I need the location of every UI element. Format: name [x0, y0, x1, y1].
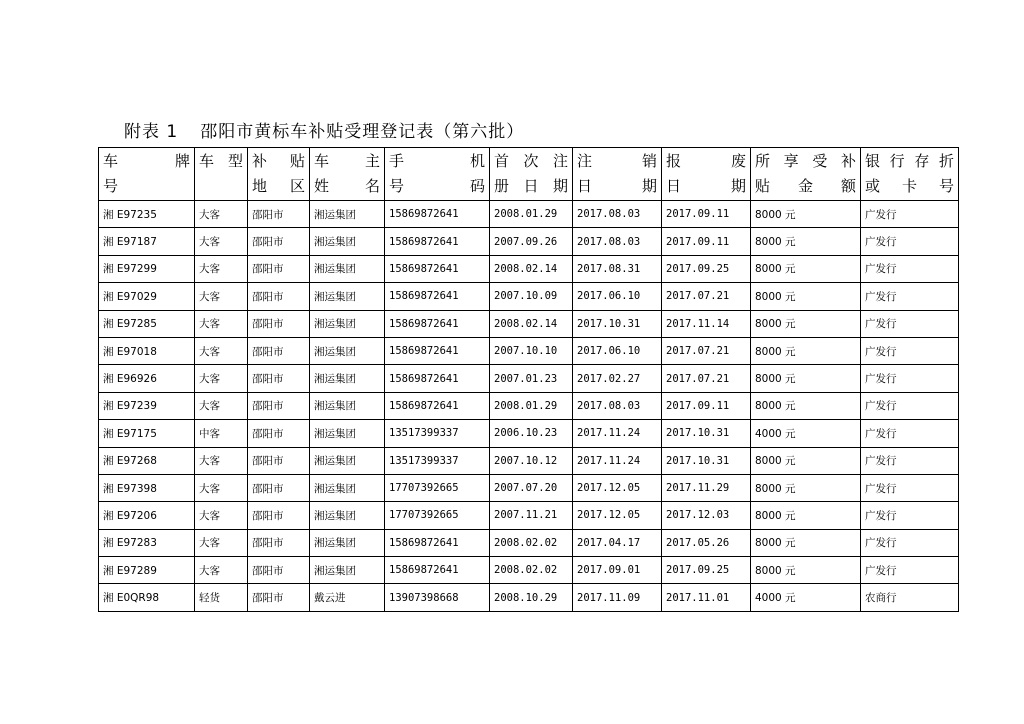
table-cell: 湘 E97268: [99, 447, 195, 474]
header-line1: [252, 149, 305, 174]
header-line2: [199, 174, 243, 199]
table-row: [99, 392, 959, 419]
table-cell: 2008.02.14: [490, 310, 573, 337]
table-cell: 湘 E97187: [99, 228, 195, 255]
header-char: 金: [797, 177, 813, 195]
table-cell: 湘 E97206: [99, 502, 195, 529]
header-line2: [577, 174, 657, 199]
table-cell: 大客: [195, 201, 248, 228]
table-cell: 湘 E97285: [99, 310, 195, 337]
table-cell: 13907398668: [385, 584, 490, 611]
table-cell: 2017.11.29: [662, 474, 751, 501]
table-cell: 15869872641: [385, 283, 490, 310]
table-cell: 2017.08.03: [573, 228, 662, 255]
table-cell: 中客: [195, 420, 248, 447]
header-char: 折: [938, 152, 954, 170]
table-cell: 8000 元: [751, 310, 861, 337]
table-cell: 2007.07.20: [490, 474, 573, 501]
table-cell: 湘 E0QR98: [99, 584, 195, 611]
header-char: 行: [889, 152, 905, 170]
header-char: 补: [252, 152, 268, 170]
table-cell: 2007.09.26: [490, 228, 573, 255]
header-char: 车: [103, 152, 119, 170]
table-cell: 广发行: [861, 283, 959, 310]
table-cell: 广发行: [861, 255, 959, 282]
table-cell: 湘 E96926: [99, 365, 195, 392]
table-cell: 8000 元: [751, 365, 861, 392]
table-cell: 2017.07.21: [662, 283, 751, 310]
header-char: 贴: [755, 177, 771, 195]
table-cell: 湘运集团: [310, 201, 385, 228]
column-header-3: [310, 148, 385, 201]
table-cell: 2007.01.23: [490, 365, 573, 392]
table-cell: 17707392665: [385, 474, 490, 501]
table-row: [99, 474, 959, 501]
table-cell: 湘 E97029: [99, 283, 195, 310]
table-cell: 大客: [195, 310, 248, 337]
table-cell: 2017.08.03: [573, 392, 662, 419]
table-cell: 广发行: [861, 529, 959, 556]
header-char: 名: [364, 177, 380, 195]
table-cell: 大客: [195, 337, 248, 364]
table-cell: 8000 元: [751, 529, 861, 556]
table-row: [99, 502, 959, 529]
table-cell: 湘运集团: [310, 365, 385, 392]
table-cell: 湘 E97398: [99, 474, 195, 501]
title-prefix: 附表 1: [124, 122, 179, 142]
table-cell: 8000 元: [751, 201, 861, 228]
table-cell: 15869872641: [385, 557, 490, 584]
table-cell: 13517399337: [385, 447, 490, 474]
table-cell: 15869872641: [385, 529, 490, 556]
table-cell: 8000 元: [751, 337, 861, 364]
table-cell: 2017.10.31: [662, 420, 751, 447]
table-cell: 2017.04.17: [573, 529, 662, 556]
table-cell: 湘运集团: [310, 283, 385, 310]
header-line2: [865, 174, 954, 199]
table-row: [99, 228, 959, 255]
header-line1: [755, 149, 856, 174]
table-cell: 2008.01.29: [490, 201, 573, 228]
table-cell: 2008.01.29: [490, 392, 573, 419]
table-cell: 邵阳市: [248, 529, 310, 556]
table-cell: 广发行: [861, 502, 959, 529]
table-cell: 大客: [195, 255, 248, 282]
table-row: [99, 420, 959, 447]
table-cell: 2017.08.03: [573, 201, 662, 228]
table-cell: 湘运集团: [310, 420, 385, 447]
table-header: [99, 148, 959, 201]
table-cell: 2008.02.02: [490, 529, 573, 556]
header-char: 区: [289, 177, 305, 195]
table-cell: 2008.10.29: [490, 584, 573, 611]
table-cell: 2017.09.25: [662, 255, 751, 282]
table-cell: 8000 元: [751, 283, 861, 310]
header-char: 号: [389, 177, 405, 195]
table-cell: 2017.05.26: [662, 529, 751, 556]
header-char: 废: [730, 152, 746, 170]
table-cell: 邵阳市: [248, 201, 310, 228]
table-cell: 湘 E97299: [99, 255, 195, 282]
column-header-7: [662, 148, 751, 201]
table-cell: 2017.12.03: [662, 502, 751, 529]
table-cell: 2017.09.11: [662, 201, 751, 228]
table-cell: 2017.08.31: [573, 255, 662, 282]
header-char: 日: [523, 177, 539, 195]
table-cell: 湘运集团: [310, 502, 385, 529]
table-cell: 邵阳市: [248, 474, 310, 501]
header-char: 手: [389, 152, 405, 170]
table-cell: 8000 元: [751, 447, 861, 474]
column-header-8: [751, 148, 861, 201]
header-char: 或: [865, 177, 881, 195]
table-row: [99, 529, 959, 556]
header-line2: [103, 174, 190, 199]
table-cell: 8000 元: [751, 228, 861, 255]
table-cell: 邵阳市: [248, 502, 310, 529]
table-cell: 2007.10.10: [490, 337, 573, 364]
table-cell: 广发行: [861, 365, 959, 392]
header-char: 码: [469, 177, 485, 195]
column-header-6: [573, 148, 662, 201]
table-cell: 15869872641: [385, 310, 490, 337]
header-char: 享: [783, 152, 799, 170]
header-char: 号: [938, 177, 954, 195]
table-cell: 大客: [195, 557, 248, 584]
header-char: 主: [364, 152, 380, 170]
title-text: 邵阳市黄标车补贴受理登记表（第六批）: [200, 122, 525, 142]
table-cell: 湘 E97289: [99, 557, 195, 584]
table-cell: 邵阳市: [248, 557, 310, 584]
table-cell: 大客: [195, 474, 248, 501]
header-char: 期: [730, 177, 746, 195]
table-cell: 2017.11.14: [662, 310, 751, 337]
table-cell: 2017.09.11: [662, 392, 751, 419]
header-char: 车: [199, 152, 215, 170]
table-cell: 8000 元: [751, 474, 861, 501]
table-body: [99, 201, 959, 612]
table-cell: 2017.10.31: [573, 310, 662, 337]
table-cell: 邵阳市: [248, 337, 310, 364]
table-cell: 大客: [195, 365, 248, 392]
table-cell: 2017.11.09: [573, 584, 662, 611]
table-cell: 2017.09.01: [573, 557, 662, 584]
header-char: 姓: [314, 177, 330, 195]
header-line2: [314, 174, 380, 199]
table-cell: 13517399337: [385, 420, 490, 447]
table-cell: 2017.07.21: [662, 365, 751, 392]
table-cell: 大客: [195, 228, 248, 255]
table-cell: 15869872641: [385, 228, 490, 255]
document-title: [124, 117, 524, 142]
table-cell: 大客: [195, 283, 248, 310]
header-char: 贴: [289, 152, 305, 170]
table-cell: 8000 元: [751, 255, 861, 282]
header-char: 牌: [174, 152, 190, 170]
table-cell: 2017.10.31: [662, 447, 751, 474]
table-cell: 广发行: [861, 337, 959, 364]
header-char: 所: [755, 152, 771, 170]
header-line1: [314, 149, 380, 174]
table-cell: 湘运集团: [310, 337, 385, 364]
header-char: 注: [577, 152, 593, 170]
header-line1: [494, 149, 568, 174]
table-row: [99, 337, 959, 364]
table-cell: 15869872641: [385, 365, 490, 392]
header-char: 机: [469, 152, 485, 170]
table-cell: 湘 E97175: [99, 420, 195, 447]
table-cell: 大客: [195, 502, 248, 529]
table-cell: 邵阳市: [248, 584, 310, 611]
table-cell: 湘 E97235: [99, 201, 195, 228]
table-row: [99, 447, 959, 474]
table-cell: 广发行: [861, 447, 959, 474]
table-cell: 广发行: [861, 392, 959, 419]
table-cell: 2007.10.12: [490, 447, 573, 474]
table-cell: 2008.02.14: [490, 255, 573, 282]
table-cell: 8000 元: [751, 392, 861, 419]
table-cell: 8000 元: [751, 557, 861, 584]
column-header-5: [490, 148, 573, 201]
header-line2: [755, 174, 856, 199]
table-cell: 邵阳市: [248, 255, 310, 282]
header-char: 受: [812, 152, 828, 170]
table-cell: 广发行: [861, 474, 959, 501]
table-cell: 邵阳市: [248, 420, 310, 447]
table-row: [99, 557, 959, 584]
column-header-9: [861, 148, 959, 201]
header-line2: [494, 174, 568, 199]
table-cell: 湘运集团: [310, 392, 385, 419]
table-cell: 湘运集团: [310, 557, 385, 584]
table-cell: 2017.06.10: [573, 283, 662, 310]
table-cell: 广发行: [861, 557, 959, 584]
table-cell: 2017.12.05: [573, 474, 662, 501]
column-header-0: [99, 148, 195, 201]
header-line2: [666, 174, 746, 199]
table-cell: 湘运集团: [310, 474, 385, 501]
table-cell: 4000 元: [751, 584, 861, 611]
table-cell: 湘运集团: [310, 228, 385, 255]
header-char: 日: [577, 177, 593, 195]
header-char: 注: [552, 152, 568, 170]
header-char: 补: [840, 152, 856, 170]
header-line1: [389, 149, 485, 174]
header-line1: [103, 149, 190, 174]
header-char: 号: [103, 177, 119, 195]
table-cell: 15869872641: [385, 392, 490, 419]
header-row: [99, 148, 959, 201]
table-cell: 邵阳市: [248, 310, 310, 337]
table-row: [99, 255, 959, 282]
table-cell: 农商行: [861, 584, 959, 611]
table-cell: 湘运集团: [310, 310, 385, 337]
table-cell: 2017.11.24: [573, 447, 662, 474]
header-char: 型: [227, 152, 243, 170]
table-row: [99, 584, 959, 611]
table-cell: 戴云进: [310, 584, 385, 611]
table-cell: 2017.09.11: [662, 228, 751, 255]
header-char: 车: [314, 152, 330, 170]
header-char: 期: [641, 177, 657, 195]
table-cell: 2017.09.25: [662, 557, 751, 584]
table-cell: 广发行: [861, 228, 959, 255]
registration-table: [98, 147, 959, 612]
table-cell: 2007.10.09: [490, 283, 573, 310]
table-row: [99, 310, 959, 337]
header-char: 银: [865, 152, 881, 170]
header-char: 次: [523, 152, 539, 170]
table-row: [99, 365, 959, 392]
table-cell: 湘 E97283: [99, 529, 195, 556]
table-cell: 15869872641: [385, 255, 490, 282]
table-cell: 广发行: [861, 420, 959, 447]
table-cell: 湘 E97239: [99, 392, 195, 419]
column-header-1: [195, 148, 248, 201]
header-char: 卡: [901, 177, 917, 195]
header-line1: [577, 149, 657, 174]
table-cell: 大客: [195, 529, 248, 556]
table-cell: 2017.07.21: [662, 337, 751, 364]
table-cell: 17707392665: [385, 502, 490, 529]
table-cell: 2008.02.02: [490, 557, 573, 584]
table-cell: 邵阳市: [248, 283, 310, 310]
header-char: 期: [552, 177, 568, 195]
table-cell: 2017.02.27: [573, 365, 662, 392]
table-cell: 2017.11.01: [662, 584, 751, 611]
table-row: [99, 283, 959, 310]
table-cell: 2007.11.21: [490, 502, 573, 529]
table-cell: 邵阳市: [248, 365, 310, 392]
header-char: 日: [666, 177, 682, 195]
table-cell: 湘运集团: [310, 255, 385, 282]
table-cell: 2006.10.23: [490, 420, 573, 447]
table-cell: 4000 元: [751, 420, 861, 447]
header-line2: [389, 174, 485, 199]
table-cell: 轻货: [195, 584, 248, 611]
table-cell: 湘运集团: [310, 447, 385, 474]
header-line1: [199, 149, 243, 174]
table-cell: 15869872641: [385, 337, 490, 364]
header-char: 册: [494, 177, 510, 195]
table-cell: 湘运集团: [310, 529, 385, 556]
table-cell: 邵阳市: [248, 447, 310, 474]
header-line2: [252, 174, 305, 199]
table-cell: 广发行: [861, 310, 959, 337]
header-char: 首: [494, 152, 510, 170]
table-cell: 湘 E97018: [99, 337, 195, 364]
table-cell: 15869872641: [385, 201, 490, 228]
table-row: [99, 201, 959, 228]
table-cell: 8000 元: [751, 502, 861, 529]
header-line1: [865, 149, 954, 174]
table-cell: 大客: [195, 392, 248, 419]
header-char: 报: [666, 152, 682, 170]
table-cell: 大客: [195, 447, 248, 474]
column-header-2: [248, 148, 310, 201]
header-line1: [666, 149, 746, 174]
table-cell: 2017.11.24: [573, 420, 662, 447]
header-char: 额: [840, 177, 856, 195]
table-cell: 邵阳市: [248, 392, 310, 419]
table-cell: 广发行: [861, 201, 959, 228]
table-cell: 邵阳市: [248, 228, 310, 255]
column-header-4: [385, 148, 490, 201]
header-char: 地: [252, 177, 268, 195]
header-char: 销: [641, 152, 657, 170]
table-cell: 2017.12.05: [573, 502, 662, 529]
table-cell: 2017.06.10: [573, 337, 662, 364]
header-char: 存: [914, 152, 930, 170]
